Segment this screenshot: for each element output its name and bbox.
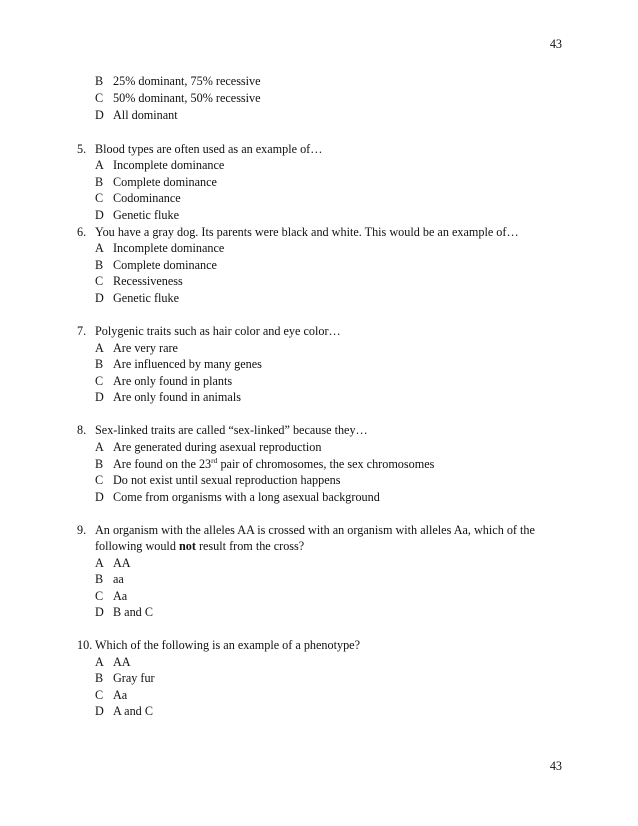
option-letter: C bbox=[95, 91, 104, 105]
ordinal-superscript: rd bbox=[211, 455, 218, 465]
option-letter: B bbox=[95, 258, 104, 272]
option-text: AA bbox=[113, 655, 131, 669]
option-text: 50% dominant, 50% recessive bbox=[113, 91, 261, 105]
option-letter: B bbox=[95, 572, 104, 586]
option-letter: A bbox=[95, 341, 104, 355]
question-text-part: result from the cross? bbox=[195, 539, 305, 553]
option-text: Are very rare bbox=[113, 341, 178, 355]
option-text: Incomplete dominance bbox=[113, 158, 225, 172]
option-text: Codominance bbox=[113, 191, 181, 205]
option-text: Come from organisms with a long asexual background bbox=[113, 490, 380, 504]
option-text: Genetic fluke bbox=[113, 291, 179, 305]
option-text: Complete dominance bbox=[113, 175, 217, 189]
option-text: Are generated during asexual reproduction bbox=[113, 440, 322, 454]
option-text: 25% dominant, 75% recessive bbox=[113, 74, 261, 88]
option-letter: A bbox=[95, 440, 104, 454]
option-text: A and C bbox=[113, 704, 153, 718]
option-letter: B bbox=[95, 175, 104, 189]
option-letter: D bbox=[95, 605, 104, 619]
option-text: B and C bbox=[113, 605, 153, 619]
option-letter: C bbox=[95, 589, 104, 603]
option-text: Recessiveness bbox=[113, 274, 183, 288]
option-letter: C bbox=[95, 274, 104, 288]
option-letter: C bbox=[95, 688, 104, 702]
question-number: 8. bbox=[77, 423, 87, 437]
question-text: An organism with the alleles AA is crossed with an organism with alleles Aa, which of the bbox=[95, 523, 535, 537]
question-number: 9. bbox=[77, 523, 87, 537]
option-letter: A bbox=[95, 556, 104, 570]
question-text: Sex-linked traits are called “sex-linked” because they… bbox=[95, 423, 368, 437]
option-text: Are only found in animals bbox=[113, 390, 241, 404]
question-text-continued bbox=[95, 538, 304, 554]
option-letter: D bbox=[95, 704, 104, 718]
option-text: All dominant bbox=[113, 108, 178, 122]
question-text: Polygenic traits such as hair color and eye color… bbox=[95, 324, 341, 338]
option-text: aa bbox=[113, 572, 124, 586]
question-text: Which of the following is an example of a phenotype? bbox=[95, 638, 360, 652]
page-number-top: 43 bbox=[549, 37, 562, 51]
option-text: Complete dominance bbox=[113, 258, 217, 272]
option-text-part: pair of chromosomes, the sex chromosomes bbox=[217, 457, 435, 471]
option-text: Are only found in plants bbox=[113, 374, 233, 388]
option-letter: A bbox=[95, 655, 104, 669]
option-text: AA bbox=[113, 556, 131, 570]
option-letter: D bbox=[95, 490, 104, 504]
option-text bbox=[113, 456, 434, 472]
question-number: 7. bbox=[77, 324, 87, 338]
option-text: Genetic fluke bbox=[113, 208, 179, 222]
option-letter: C bbox=[95, 191, 104, 205]
option-letter: A bbox=[95, 158, 104, 172]
option-letter: D bbox=[95, 208, 104, 222]
option-text-part: Are found on the 23 bbox=[113, 457, 212, 471]
option-letter: B bbox=[95, 671, 104, 685]
question-number: 10. bbox=[77, 638, 93, 652]
option-text: Aa bbox=[113, 688, 128, 702]
option-letter: A bbox=[95, 241, 104, 255]
question-text: You have a gray dog. Its parents were black and white. This would be an example of… bbox=[95, 225, 519, 239]
page-number-bottom: 43 bbox=[549, 759, 562, 773]
option-letter: D bbox=[95, 390, 104, 404]
question-text: Blood types are often used as an example of… bbox=[95, 142, 323, 156]
question-text-part: following would bbox=[95, 539, 179, 553]
option-text: Gray fur bbox=[113, 671, 155, 685]
option-text: Do not exist until sexual reproduction happens bbox=[113, 473, 341, 487]
option-letter: C bbox=[95, 473, 104, 487]
option-letter: C bbox=[95, 374, 104, 388]
question-number: 6. bbox=[77, 225, 87, 239]
emphasis-not: not bbox=[178, 539, 196, 553]
option-letter: B bbox=[95, 457, 104, 471]
option-text: Incomplete dominance bbox=[113, 241, 225, 255]
option-letter: B bbox=[95, 74, 104, 88]
option-letter: D bbox=[95, 291, 104, 305]
option-text: Aa bbox=[113, 589, 128, 603]
option-letter: D bbox=[95, 108, 104, 122]
option-text: Are influenced by many genes bbox=[113, 357, 262, 371]
question-number: 5. bbox=[77, 142, 87, 156]
option-letter: B bbox=[95, 357, 104, 371]
